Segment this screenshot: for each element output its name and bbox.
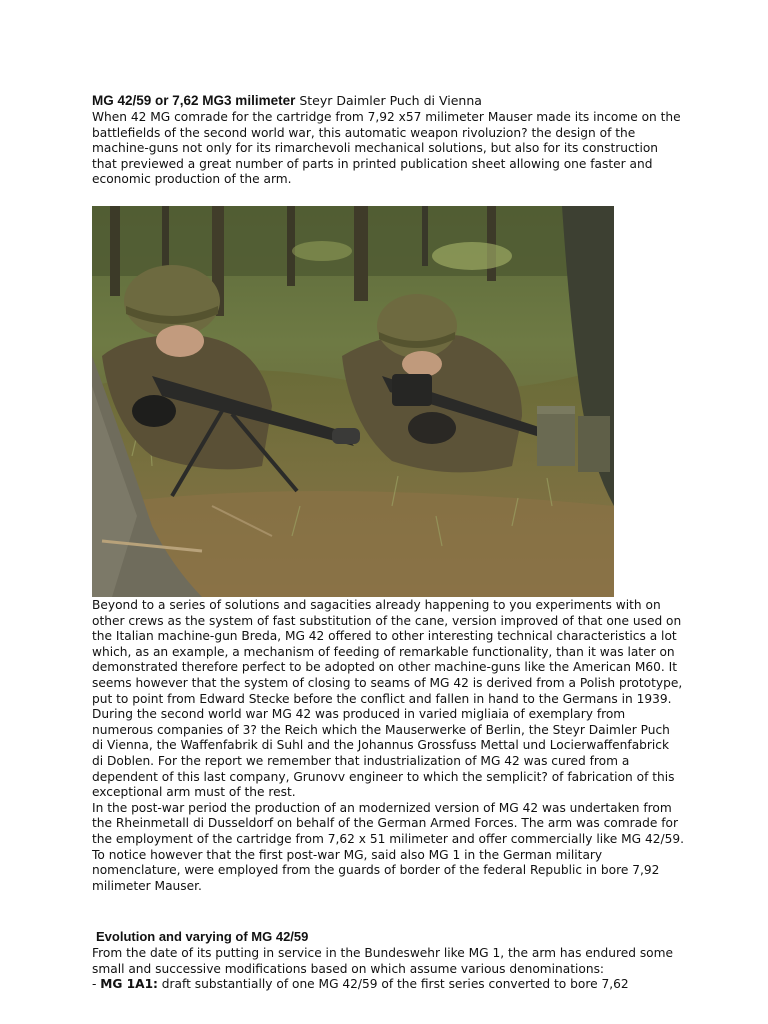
section-body xyxy=(92,946,684,993)
list-item-prefix: - xyxy=(92,977,101,992)
document-title xyxy=(92,92,692,110)
intro-paragraph: When 42 MG comrade for the cartridge from 7,92 x57 milimeter Mauser made its income on the battlefields of the second world war, this automatic weapon rivoluzion? the design of the machine-guns not only for its rimarchevoli mechanical solutions, but also for its construction that previewed a great number of parts in printed publication sheet allowing one faster and economic production of the arm. xyxy=(92,110,681,187)
body-text xyxy=(92,598,684,894)
soldiers-photo-illustration xyxy=(92,206,614,597)
section-paragraph: From the date of its putting in service in the Bundeswehr like MG 1, the arm has endured some small and successive modifications based on which assume various denominations: xyxy=(92,946,674,976)
section-heading: Evolution and varying of MG 42/59 xyxy=(96,929,309,944)
title-bold-part: MG 42/59 or 7,62 MG3 milimeter xyxy=(92,93,296,108)
list-item-bold: MG 1A1: xyxy=(100,977,158,992)
body-paragraph-3: In the post-war period the production of an modernized version of MG 42 was undertaken from the Rheinmetall di Dusseldorf on behalf of the German Armed Forces. The arm was comrade for the employment of the cartridge from 7,62 x 51 milimeter and offer commercially like MG 42/59. To notice however that the first post-war MG, said also MG 1 in the German military nomenclature, were employed from the guards of border of the federal Republic in bore 7,92 milimeter Mauser. xyxy=(92,800,684,893)
soldiers-photo xyxy=(92,206,614,597)
title-subtitle-part: Steyr Daimler Puch di Vienna xyxy=(295,93,482,108)
body-paragraph-1: Beyond to a series of solutions and sagacities already happening to you experiments with on other crews as the system of fast substitution of the cane, version improved of that one used on the Italian machine-gun Breda, MG 42 offered to other interesting technical characteristics a lot which, as an example, a mechanism of feeding of remarkable functionality, than it was later on demonstrated therefore perfect to be adopted on other machine-guns like the American M60. It seems however that the system of closing to seams of MG 42 is derived from a Polish prototype, put to point from Edward Stecke before the conflict and fallen in hand to the Germans in 1939. xyxy=(92,598,683,706)
body-paragraph-2: During the second world war MG 42 was produced in varied migliaia of exemplary from numerous companies of 3? the Reich which the Mauserwerke of Berlin, the Steyr Daimler Puch di Vienna, the Waffenfabrik di Suhl and the Johannus Grossfuss Mettal und Locierwaffenfabrick di Doblen. For the report we remember that industrialization of MG 42 was cured from a dependent of this last company, Grunovv engineer to which the semplicit? of fabrication of this exceptional arm must of the rest. xyxy=(92,707,675,800)
list-item xyxy=(92,977,684,993)
list-item-text: draft substantially of one MG 42/59 of the first series converted to bore 7,62 xyxy=(157,977,629,992)
